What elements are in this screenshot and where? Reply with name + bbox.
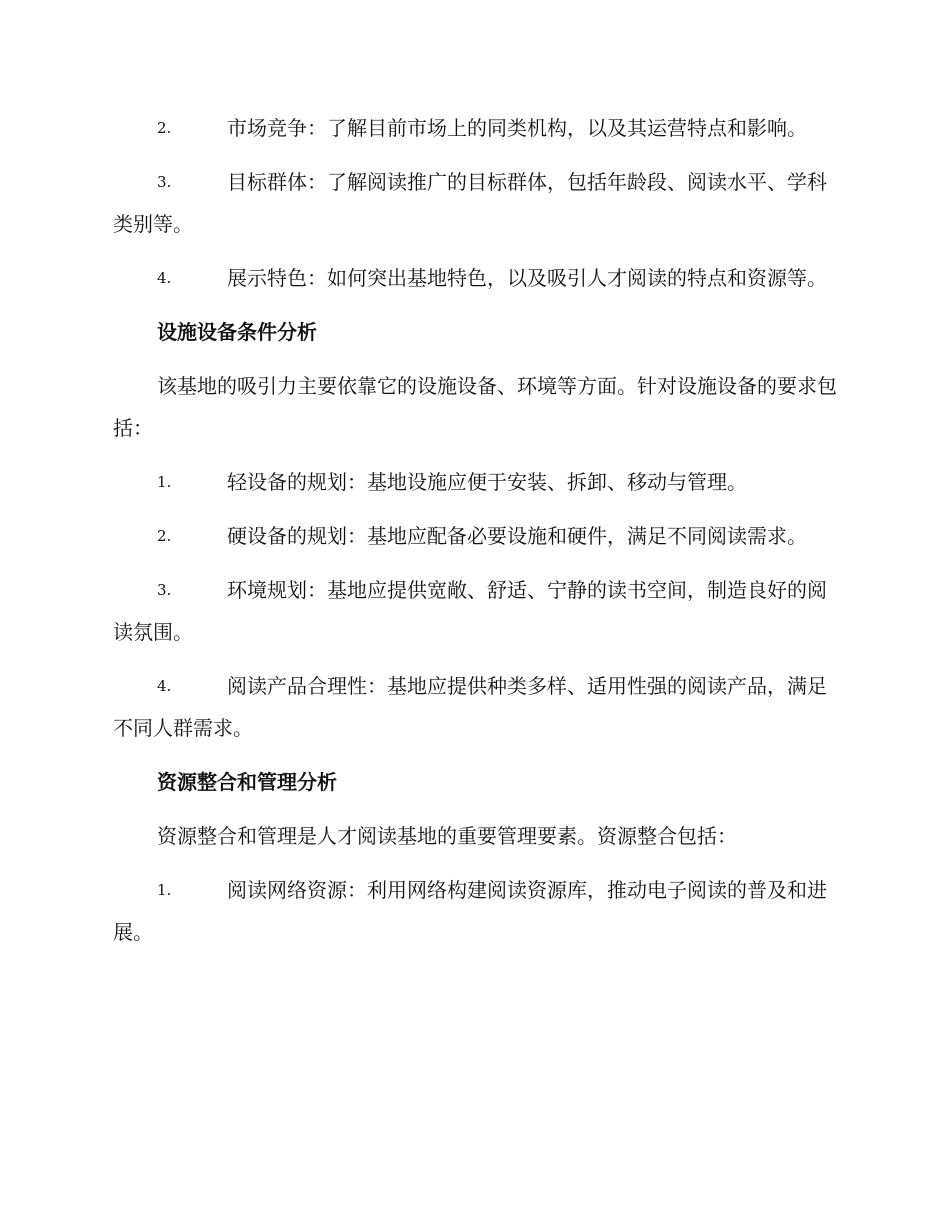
list-number: 3. — [157, 581, 172, 599]
list-number: 4. — [157, 269, 172, 287]
list-number: 3. — [157, 173, 172, 191]
document-body — [113, 107, 838, 953]
list-text: 阅读产品合理性：基地应提供种类多样、适用性强的阅读产品，满足不同人群需求。 — [113, 674, 827, 740]
list-text: 市场竞争：了解目前市场上的同类机构，以及其运营特点和影响。 — [227, 116, 807, 140]
section-heading-resources: 资源整合和管理分析 — [157, 770, 337, 794]
list-item-environment — [113, 569, 838, 653]
list-number: 1. — [157, 473, 172, 491]
list-text: 环境规划：基地应提供宽敞、舒适、宁静的读书空间，制造良好的阅读氛围。 — [113, 578, 827, 644]
list-item-network-resources — [113, 869, 838, 953]
list-item-light-equipment — [113, 461, 838, 503]
list-text: 硬设备的规划：基地应配备必要设施和硬件，满足不同阅读需求。 — [227, 524, 807, 548]
list-number: 4. — [157, 677, 172, 695]
list-number: 2. — [157, 527, 172, 545]
list-item-hard-equipment — [113, 515, 838, 557]
section-heading-facilities: 设施设备条件分析 — [157, 320, 317, 344]
list-text: 轻设备的规划：基地设施应便于安装、拆卸、移动与管理。 — [227, 470, 747, 494]
list-item-target-group — [113, 161, 838, 245]
list-text: 阅读网络资源：利用网络构建阅读资源库，推动电子阅读的普及和进展。 — [113, 878, 827, 944]
list-number: 2. — [157, 119, 172, 137]
list-text: 目标群体：了解阅读推广的目标群体，包括年龄段、阅读水平、学科类别等。 — [113, 170, 827, 236]
section-intro-resources: 资源整合和管理是人才阅读基地的重要管理要素。资源整合包括： — [157, 824, 737, 848]
list-item-market-competition — [113, 107, 838, 149]
list-item-reading-products — [113, 665, 838, 749]
section-intro-facilities: 该基地的吸引力主要依靠它的设施设备、环境等方面。针对设施设备的要求包括： — [113, 374, 837, 440]
list-number: 1. — [157, 881, 172, 899]
list-item-features — [113, 257, 838, 299]
list-text: 展示特色：如何突出基地特色，以及吸引人才阅读的特点和资源等。 — [227, 266, 827, 290]
